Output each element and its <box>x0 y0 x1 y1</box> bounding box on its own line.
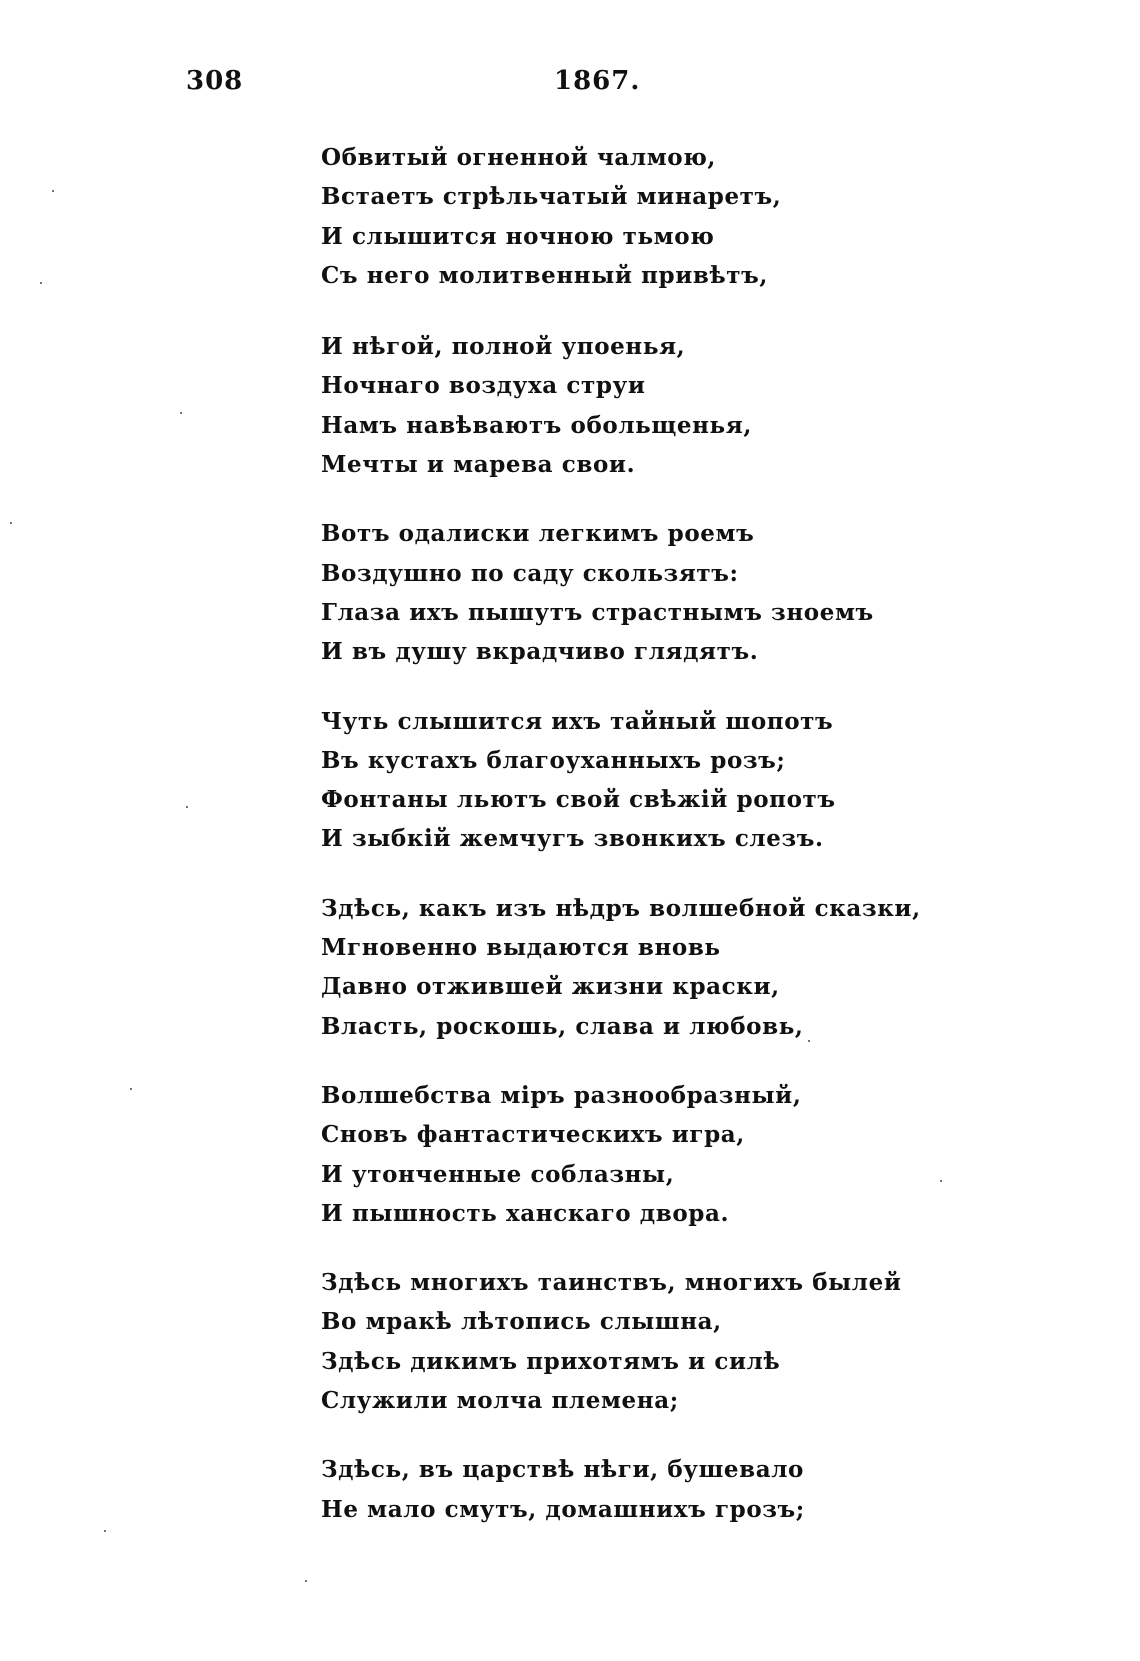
scan-speck <box>186 806 188 808</box>
poem-line: Съ него молитвенный привѣтъ, <box>321 261 768 289</box>
stanza <box>321 514 941 671</box>
poem-line: Вотъ одалиски легкимъ роемъ <box>321 520 755 548</box>
scan-speck <box>180 412 182 414</box>
poem-line: И слышится ночною тьмою <box>321 222 715 250</box>
poem-line: Здѣсь дикимъ прихотямъ и силѣ <box>321 1347 781 1375</box>
poem-line: И пышность ханскаго двора. <box>321 1199 730 1227</box>
poem-line: Фонтаны льютъ свой свѣжій ропотъ <box>321 786 836 814</box>
poem-line: Намъ навѣваютъ обольщенья, <box>321 411 752 439</box>
poem-line: Здѣсь многихъ таинствъ, многихъ былей <box>321 1269 902 1297</box>
scan-speck <box>305 1580 307 1582</box>
stanza <box>321 1263 941 1420</box>
poem-line: Встаетъ стрѣльчатый минаретъ, <box>321 183 782 211</box>
poem-body <box>321 138 941 1559</box>
poem-line: Служили молча племена; <box>321 1387 679 1415</box>
stanza <box>321 702 941 859</box>
poem-line: Волшебства міръ разнообразный, <box>321 1081 802 1109</box>
scan-speck <box>40 282 42 284</box>
scan-speck <box>130 1088 132 1090</box>
poem-line: Ночнаго воздуха струи <box>321 372 646 400</box>
poem-line: Мгновенно выдаются вновь <box>321 934 721 962</box>
poem-line: Воздушно по саду скользятъ: <box>321 559 739 587</box>
poem-line: Давно отжившей жизни краски, <box>321 973 780 1001</box>
poem-line: И въ душу вкрадчиво глядятъ. <box>321 638 759 666</box>
scan-speck <box>52 190 54 192</box>
poem-line: Глаза ихъ пышутъ страстнымъ зноемъ <box>321 598 874 626</box>
poem-line: Здѣсь, въ царствѣ нѣги, бушевало <box>321 1456 804 1484</box>
poem-line: Сновъ фантастическихъ игра, <box>321 1121 745 1149</box>
stanza <box>321 1076 941 1233</box>
stanza <box>321 889 941 1046</box>
poem-line: Чуть слышится ихъ тайный шопотъ <box>321 707 834 735</box>
poem-line: Не мало смутъ, домашнихъ грозъ; <box>321 1495 805 1523</box>
poem-line: И зыбкій жемчугъ звонкихъ слезъ. <box>321 825 824 853</box>
poem-line: Обвитый огненной чалмою, <box>321 144 717 171</box>
poem-line: Во мракѣ лѣтопись слышна, <box>321 1308 722 1336</box>
running-head-year: 1867. <box>554 66 641 96</box>
stanza <box>321 327 941 484</box>
scan-speck <box>808 1040 810 1042</box>
poem-line: Мечты и марева свои. <box>321 451 636 479</box>
poem-line: Власть, роскошь, слава и любовь, <box>321 1012 804 1040</box>
poem-line: И нѣгой, полной упоенья, <box>321 333 686 361</box>
stanza <box>321 138 941 295</box>
scan-speck <box>10 522 12 524</box>
scan-speck <box>940 1180 942 1182</box>
stanza <box>321 1450 941 1529</box>
poem-line: Въ кустахъ благоуханныхъ розъ; <box>321 746 786 774</box>
poem-line: Здѣсь, какъ изъ нѣдръ волшебной сказки, <box>321 894 921 922</box>
scan-speck <box>104 1530 106 1532</box>
poem-line: И утонченные соблазны, <box>321 1160 675 1188</box>
page-number: 308 <box>186 66 244 96</box>
